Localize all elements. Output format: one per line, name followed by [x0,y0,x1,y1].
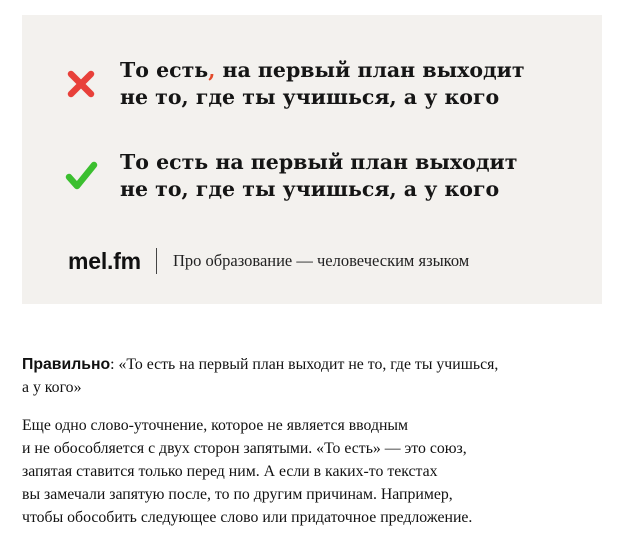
wrong-example-text [120,57,590,111]
correct-label-separator: : [110,356,115,373]
explanation-paragraph [22,414,602,529]
wrong-example-line1-start: То есть [120,58,209,82]
explanation-line: и не обособляется с двух сторон запятыми. «То есть» — это союз, [22,440,467,457]
correct-label: Правильно [22,356,111,373]
check-icon [64,159,98,193]
right-example-text [120,149,590,203]
correct-answer-paragraph [22,353,602,399]
wrong-example-line2: не то, где ты учишься, а у кого [120,85,500,109]
correct-answer-line1: «То есть на первый план выходит не то, где ты учишься, [114,356,499,373]
illustration-card [22,15,602,304]
mel-fm-logo: mel.fm [68,247,141,274]
right-example-line1: То есть на первый план выходит [120,150,518,174]
explanation-line: Еще одно слово-уточнение, которое не является вводным [22,417,409,434]
wrong-example-line1 [120,57,590,84]
explanation-line: вы замечали запятую после, то по другим причинам. Например, [22,486,453,503]
brand-divider [156,248,157,274]
explanation-line: чтобы обособить следующее слово или придаточное предложение. [22,509,473,526]
wrong-example-line1-end: на первый план выходит [215,58,525,82]
explanation-line: запятая ставится только перед ним. А если в каких-то текстах [22,463,438,480]
brand-slogan: Про образование — человеческим языком [172,251,470,270]
correct-answer-line2: а у кого» [22,379,82,396]
cross-icon [64,67,98,101]
right-example-line2: не то, где ты учишься, а у кого [120,177,500,201]
brand-footer [68,244,469,278]
wrong-comma: , [208,58,216,82]
